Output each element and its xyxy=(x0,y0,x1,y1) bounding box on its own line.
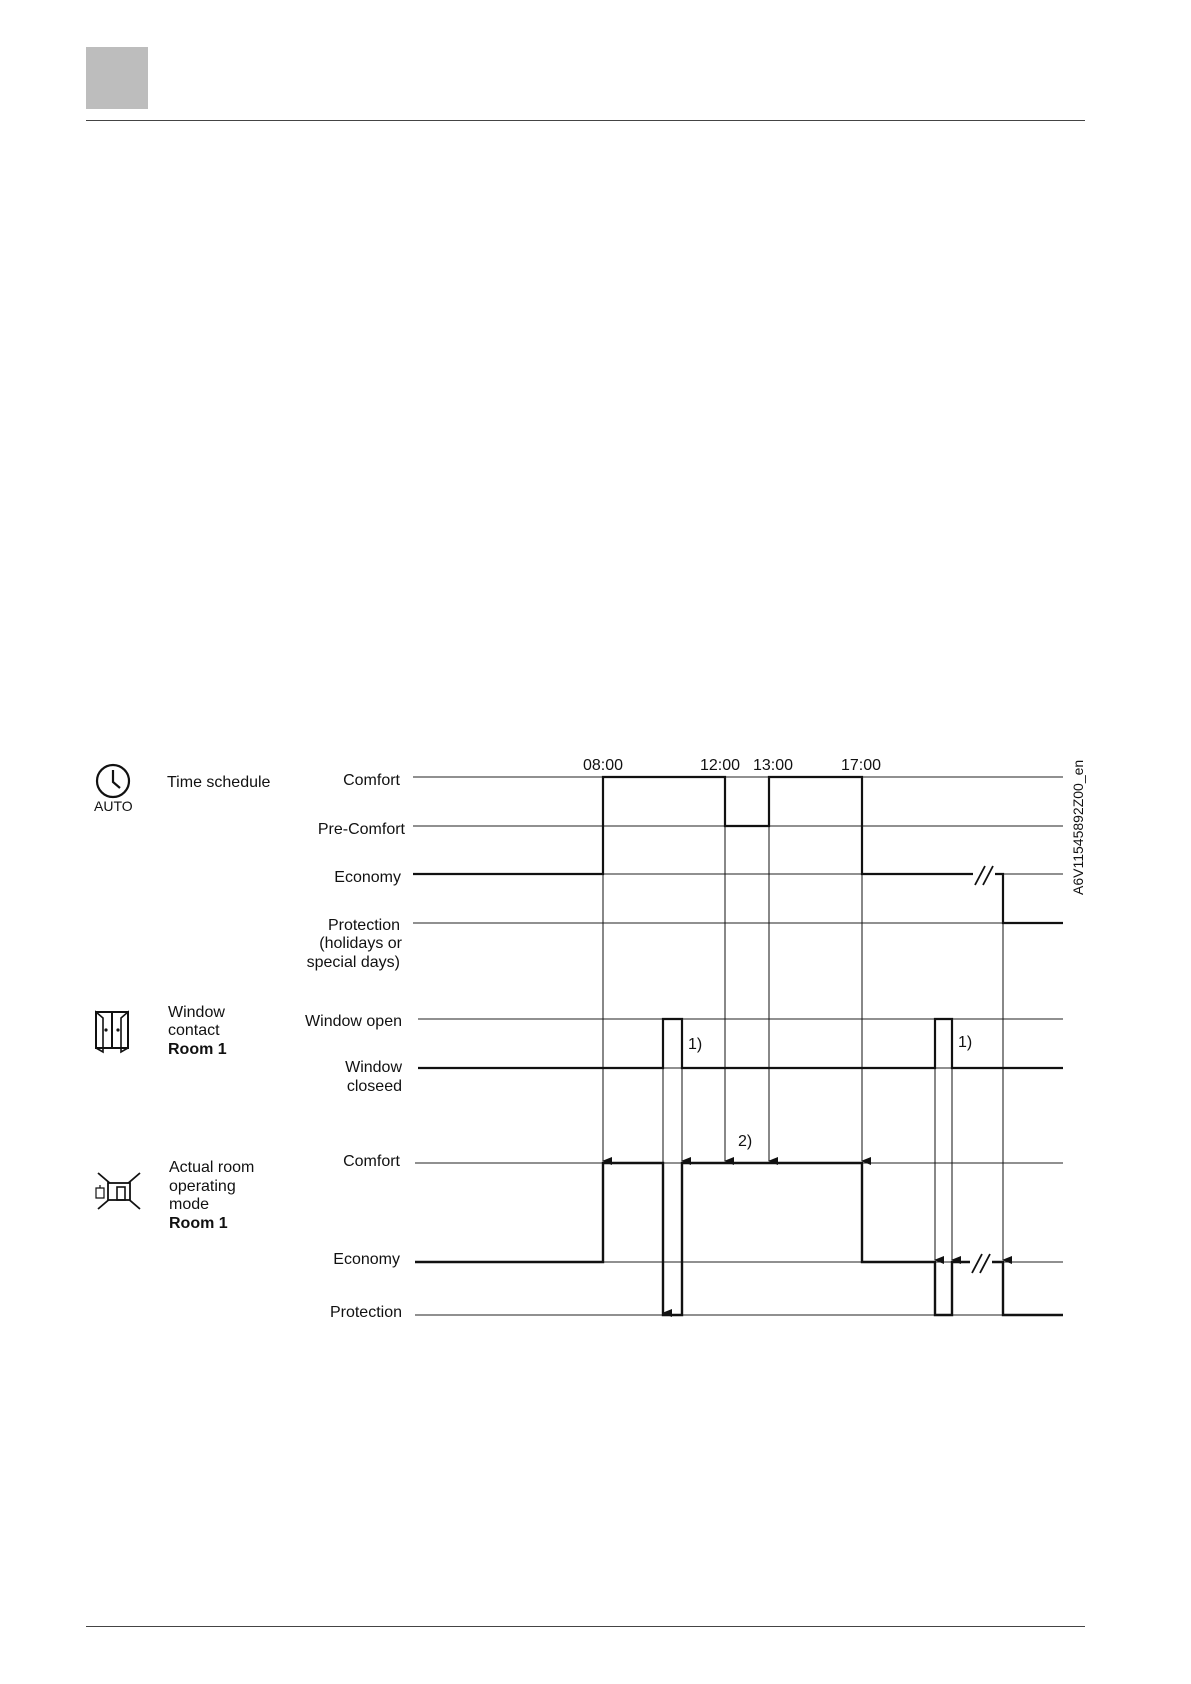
time-label: 13:00 xyxy=(753,757,794,774)
footnote-marker: 2) xyxy=(738,1133,753,1150)
mode-break-mark xyxy=(970,1254,992,1273)
time-label: 17:00 xyxy=(841,757,882,774)
level-protection-note: special days) xyxy=(306,954,400,971)
time-label: 12:00 xyxy=(700,757,741,774)
footnote-marker: 1) xyxy=(958,1034,973,1051)
window-contact-title: contact xyxy=(168,1022,220,1039)
time-label: 08:00 xyxy=(583,757,624,774)
level-window-closed: closeed xyxy=(346,1078,402,1095)
auto-caption: AUTO xyxy=(94,798,133,814)
level-protection: Protection xyxy=(327,917,400,934)
level-protection-note: (holidays or xyxy=(319,935,402,952)
window-contact-title: Window xyxy=(168,1004,225,1021)
actual-mode-room: Room 1 xyxy=(169,1215,228,1232)
level-window-open: Window open xyxy=(305,1013,402,1030)
operating-mode-icon xyxy=(96,1173,140,1209)
mode-level-economy: Economy xyxy=(333,1251,400,1268)
level-economy: Economy xyxy=(334,869,401,886)
time-schedule-title: Time schedule xyxy=(167,774,271,791)
footnote-marker: 1) xyxy=(688,1036,703,1053)
level-comfort: Comfort xyxy=(343,772,400,789)
schedule-signal xyxy=(413,777,1063,923)
schedule-level-lines xyxy=(413,777,1063,923)
schedule-break-mark xyxy=(973,866,995,885)
mode-level-comfort: Comfort xyxy=(343,1153,400,1170)
level-window-closed: Window xyxy=(345,1059,402,1076)
level-pre-comfort: Pre-Comfort xyxy=(317,821,405,838)
mode-level-lines xyxy=(415,1163,1063,1315)
mode-signal xyxy=(415,1163,1063,1315)
actual-mode-title: Actual room xyxy=(169,1159,255,1176)
actual-mode-title: operating xyxy=(169,1178,236,1195)
transition-arrows xyxy=(603,826,1003,1313)
mode-level-protection: Protection xyxy=(329,1304,402,1321)
actual-mode-title: mode xyxy=(169,1196,210,1213)
window-icon xyxy=(96,1012,128,1052)
footer-rule xyxy=(86,1626,1085,1627)
drawing-code: A6V11545892Z00_en xyxy=(1070,759,1086,895)
window-contact-room: Room 1 xyxy=(168,1041,227,1058)
clock-icon xyxy=(97,765,129,797)
